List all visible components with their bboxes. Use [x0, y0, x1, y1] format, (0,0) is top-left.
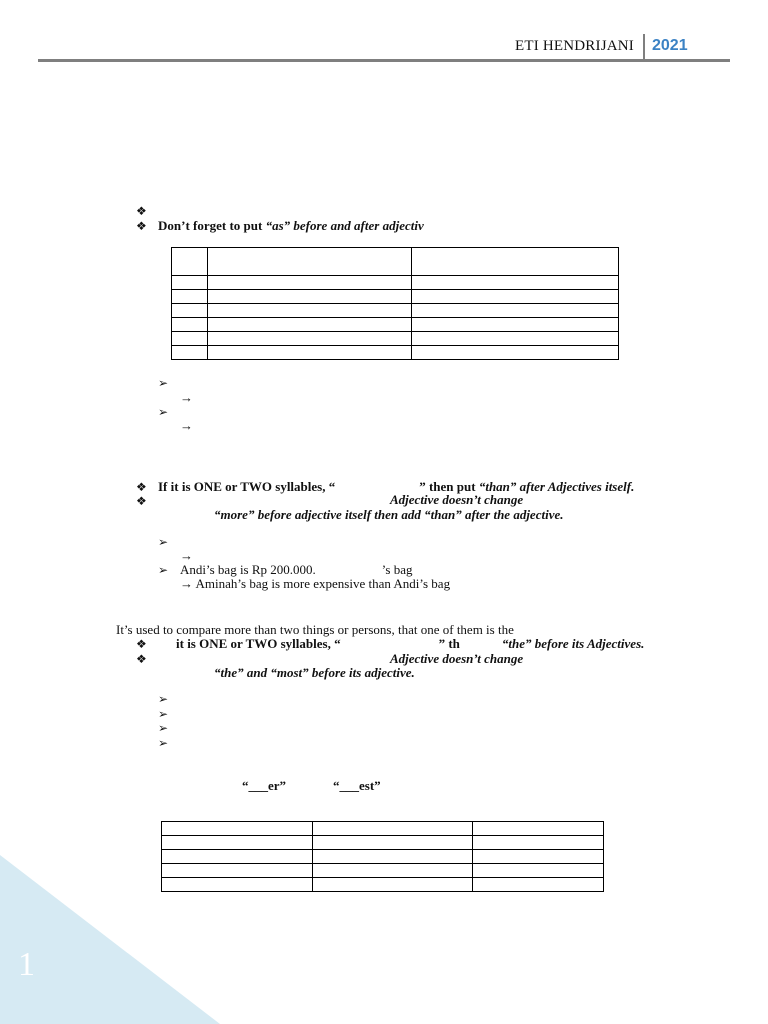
- suffix-er: “___er”: [242, 778, 287, 793]
- header-author: ETI HENDRIJANI: [514, 38, 634, 54]
- suffix-est: “___est”: [333, 778, 381, 793]
- arrow-icon: →: [180, 548, 193, 563]
- superlative-rule-3: “the” and “most” before its adjective.: [214, 665, 415, 680]
- arrowhead-bullet-icon: ➢: [158, 721, 169, 735]
- page-number: 1: [18, 946, 35, 983]
- arrowhead-bullet-icon: ➢: [158, 535, 169, 549]
- superlative-intro: It’s used to compare more than two things or persons, that one of them is the: [116, 622, 514, 637]
- arrowhead-bullet-icon: ➢: [158, 736, 169, 750]
- comparative-rule-1: If it is ONE or TWO syllables, “ ” then put “than” after Adjectives itself.: [158, 479, 635, 494]
- arrow-icon: →: [180, 390, 193, 405]
- arrowhead-bullet-icon: ➢: [158, 376, 169, 390]
- comparative-rule-3: “more” before adjective itself then add “than” after the adjective.: [214, 507, 564, 522]
- header-year: 2021: [652, 37, 688, 54]
- comparative-rule-2: Adjective doesn’t change: [390, 492, 524, 507]
- superlative-rule-2: Adjective doesn’t change: [390, 651, 524, 666]
- diamond-bullet-icon: ❖: [136, 204, 147, 218]
- as-instruction: Don’t forget to put “as” before and after adjectiv: [158, 218, 424, 233]
- header-rule: [38, 59, 730, 62]
- arrowhead-bullet-icon: ➢: [158, 692, 169, 706]
- header-separator: [643, 34, 645, 62]
- arrowhead-bullet-icon: ➢: [158, 707, 169, 721]
- arrowhead-bullet-icon: ➢: [158, 405, 169, 419]
- diamond-bullet-icon: ❖: [136, 219, 147, 233]
- arrow-icon: →: [180, 418, 193, 433]
- as-table: [171, 247, 619, 360]
- diamond-bullet-icon: ❖: [136, 637, 147, 651]
- diamond-bullet-icon: ❖: [136, 652, 147, 666]
- corner-decoration: [0, 855, 220, 1024]
- diamond-bullet-icon: ❖: [136, 480, 147, 494]
- arrowhead-bullet-icon: ➢: [158, 563, 169, 577]
- example-result: → Aminah’s bag is more expensive than Andi’s bag: [180, 576, 451, 591]
- example-andi: Andi’s bag is Rp 200.000. ’s bag: [180, 562, 413, 577]
- superlative-rule-1: it is ONE or TWO syllables, “ ” th “the” before its Adjectives.: [176, 636, 645, 651]
- degree-table: [161, 821, 604, 892]
- diamond-bullet-icon: ❖: [136, 494, 147, 508]
